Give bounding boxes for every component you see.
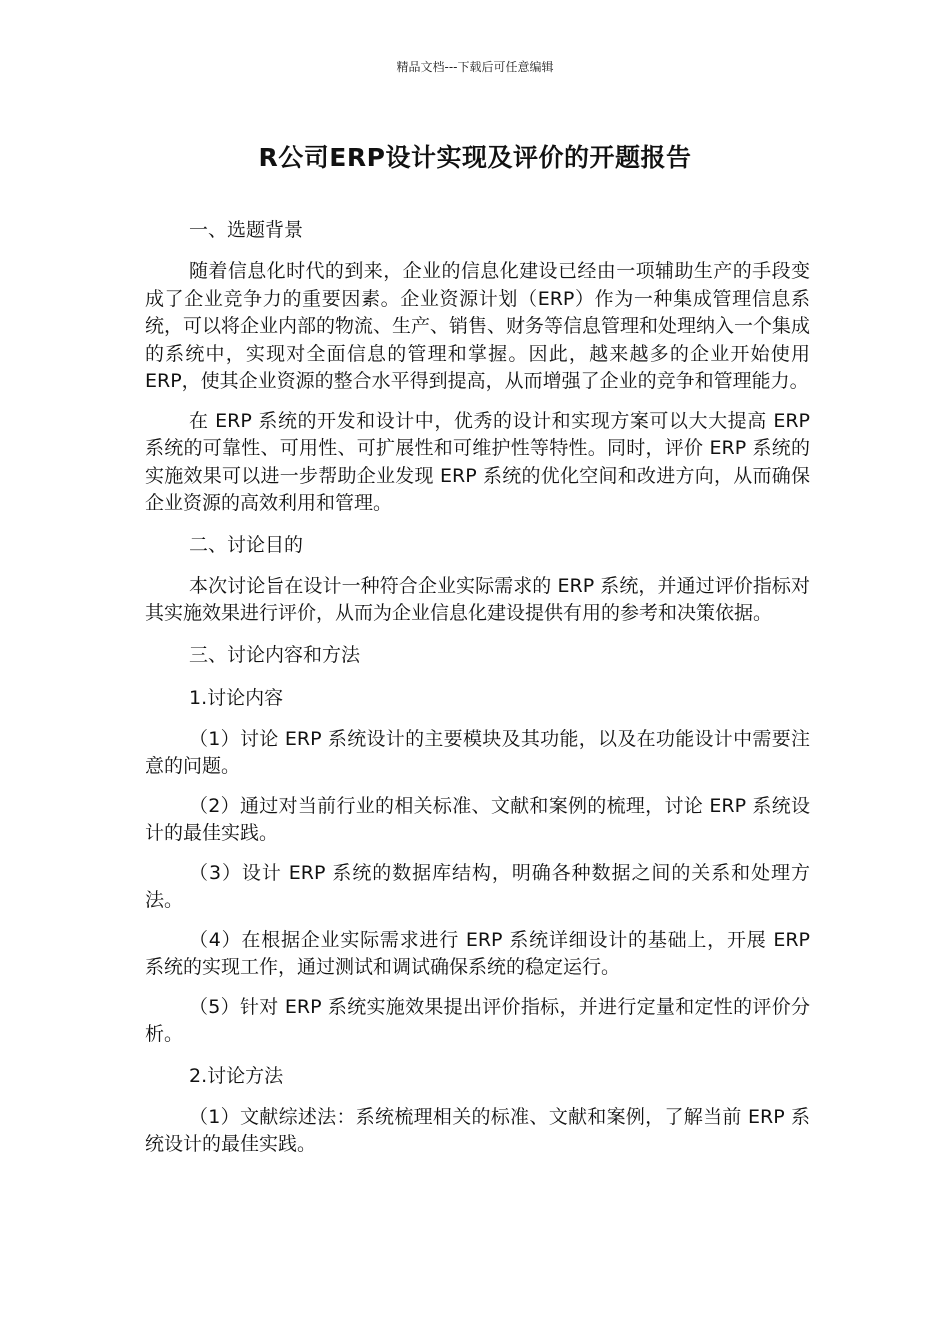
document-title: R公司ERP设计实现及评价的开题报告	[258, 143, 692, 172]
section-heading-content-methods: 三、讨论内容和方法	[189, 643, 361, 666]
subheading-methods: 2.讨论方法	[189, 1064, 284, 1087]
content-item-5: （5）针对 ERP 系统实施效果提出评价指标，并进行定量和定性的评价分析。	[145, 995, 810, 1045]
content-item-2: （2）通过对当前行业的相关标准、文献和案例的梳理，讨论 ERP 系统设计的最佳实践。	[145, 794, 810, 844]
paragraph-purpose: 本次讨论旨在设计一种符合企业实际需求的 ERP 系统，并通过评价指标对其实施效果进行评价，从而为企业信息化建设提供有用的参考和决策依据。	[145, 574, 810, 624]
section-heading-purpose: 二、讨论目的	[189, 533, 304, 556]
document-body	[145, 215, 810, 1171]
content-item-4: （4）在根据企业实际需求进行 ERP 系统详细设计的基础上，开展 ERP 系统的实现工作，通过测试和调试确保系统的稳定运行。	[145, 928, 810, 978]
content-item-1: （1）讨论 ERP 系统设计的主要模块及其功能，以及在功能设计中需要注意的问题。	[145, 727, 810, 777]
page-header: 精品文档---下载后可任意编辑	[396, 60, 554, 74]
content-item-3: （3）设计 ERP 系统的数据库结构，明确各种数据之间的关系和处理方法。	[145, 861, 810, 911]
method-item-1: （1）文献综述法：系统梳理相关的标准、文献和案例，了解当前 ERP 系统设计的最佳实践。	[145, 1105, 810, 1155]
subheading-content: 1.讨论内容	[189, 686, 284, 709]
paragraph-background-2: 在 ERP 系统的开发和设计中，优秀的设计和实现方案可以大大提高 ERP 系统的可靠性、可用性、可扩展性和可维护性等特性。同时，评价 ERP 系统的实施效果可以进一步帮助企业发现 ERP 系统的优化空间和改进方向，从而确保企业资源的高效利用和管理。	[145, 409, 810, 514]
paragraph-background-1: 随着信息化时代的到来，企业的信息化建设已经由一项辅助生产的手段变成了企业竞争力的重要因素。企业资源计划（ERP）作为一种集成管理信息系统，可以将企业内部的物流、生产、销售、财务等信息管理和处理纳入一个集成的系统中，实现对全面信息的管理和掌握。因此，越来越多的企业开始使用 ERP，使其企业资源的整合水平得到提高，从而增强了企业的竞争和管理能力。	[145, 260, 811, 392]
section-heading-background: 一、选题背景	[189, 219, 304, 241]
